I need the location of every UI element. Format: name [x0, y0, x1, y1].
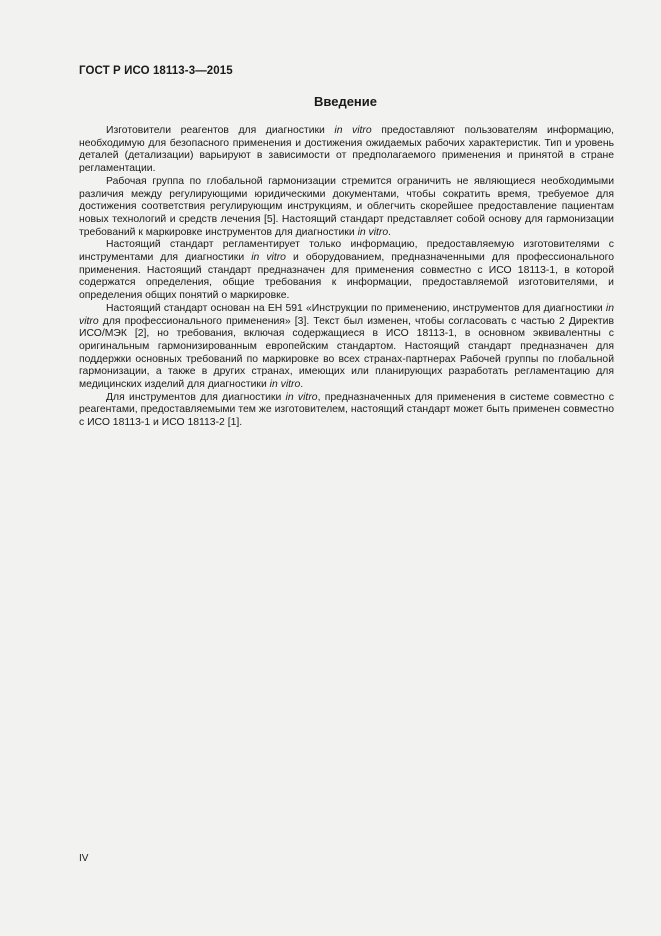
paragraph: [79, 176, 614, 240]
page-number: IV: [79, 853, 89, 864]
paragraph-text: Настоящий стандарт основан на ЕН 591 «Инструкции по применению, инструментов для диагностики: [106, 302, 606, 314]
paragraph-text: Для инструментов для диагностики: [106, 391, 286, 403]
body-text: [79, 125, 614, 430]
italic-term: in vitro: [79, 302, 614, 327]
paragraph-text: .: [300, 379, 304, 391]
paragraph-text: , предназначенных для применения в системе совместно с реагентами, предоставляемыми тем же изготовителем, настоящий стандарт может быть применен совместно с ИСО 18113-1 и ИСО 18113-2 [1].: [79, 391, 614, 429]
paragraph-text: Настоящий стандарт регламентирует только информацию, предоставляемую изготовителями с инструментами для диагностики: [79, 239, 614, 264]
paragraph-text: .: [388, 226, 392, 238]
paragraph-text: Рабочая группа по глобальной гармонизации стремится ограничить не являющиеся необходимыми различия между регулирующими юридическими документами, чтобы сократить время, требуемое для достижения соответствия регулирующим инструкциям, и облегчить скорейшее предоставление пациентам новых технологий и средств лечения [5]. Настоящий стандарт представляет собой основу для гармонизации требований к маркировке инструментов для диагностики: [79, 175, 614, 238]
paragraph: [79, 303, 614, 392]
paragraph: [79, 125, 614, 176]
italic-term: in vitro: [251, 252, 286, 264]
italic-term: in vitro: [357, 226, 389, 238]
paragraph: [79, 239, 614, 303]
italic-term: in vitro: [285, 391, 318, 403]
paragraph: [79, 392, 614, 430]
italic-term: in vitro: [334, 125, 372, 136]
paragraph-text: Изготовители реагентов для диагностики: [106, 125, 335, 136]
italic-term: in vitro: [269, 379, 301, 391]
paragraph-text: для профессионального применения» [3]. Текст был изменен, чтобы согласовать с частью 2 Директив ИСО/МЭК [2], но требования, включая содержащиеся в ИСО 18113-1, в основном эквивалентны с оригинальным гармонизированным европейским стандартом. Настоящий стандарт предназначен для поддержки основных требований по маркировке во всех странах-партнерах Рабочей группы по глобальной гармонизации, а также в других странах, имеющих или планирующих разработать регламентацию для медицинских изделий для диагностики: [79, 315, 614, 391]
section-title: Введение: [314, 94, 377, 109]
paragraph-text: и оборудованием, предназначенными для профессионального применения. Настоящий стандарт предназначен для применения совместно с ИСО 18113-1, в которой содержатся определения, общие требования к информации, предоставляемой изготовителями, и определения общих понятий о маркировке.: [79, 252, 615, 302]
paragraph-text: предоставляют пользователям информацию, необходимую для безопасного применения и достижения ожидаемых рабочих характеристик. Тип и уровень деталей (детализации) варьируют в зависимости от предполагаемого применения и принятой в стране регламентации.: [79, 125, 614, 175]
document-header: ГОСТ Р ИСО 18113-3—2015: [79, 65, 233, 77]
